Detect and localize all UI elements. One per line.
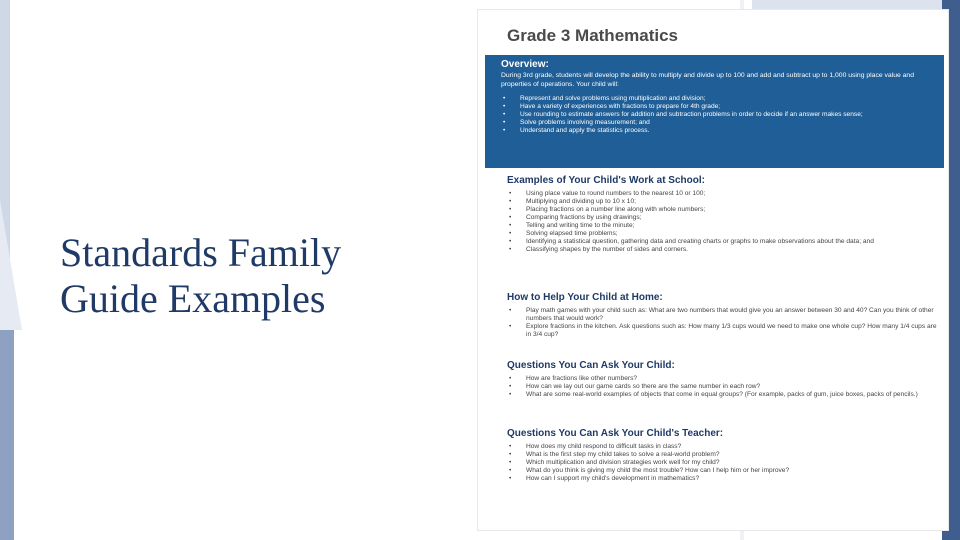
list-item: • Solve problems involving measurement; and <box>501 119 928 127</box>
home-help-list <box>507 307 937 339</box>
ask-child-list <box>507 375 937 399</box>
list-item: • How can I support my child's development in mathematics? <box>507 475 937 483</box>
list-item: • How does my child respond to difficult tasks in class? <box>507 443 937 451</box>
list-item: • What are some real-world examples of objects that come in equal groups? (For example, packs of gum, juice boxes, packs of pencils.) <box>507 391 937 399</box>
examples-list <box>507 190 937 254</box>
overview-intro: During 3rd grade, students will develop the ability to multiply and divide up to 100 and add and subtract up to 1,000 using place value and properties of operations. Your child will: <box>501 72 914 88</box>
document-title: Grade 3 Mathematics <box>507 26 679 45</box>
list-item: • Solving elapsed time problems; <box>507 230 937 238</box>
left-triangle <box>0 200 22 330</box>
ask-teacher-heading: Questions You Can Ask Your Child's Teacher: <box>507 428 724 439</box>
list-item: • Comparing fractions by using drawings; <box>507 214 937 222</box>
list-item: • Identifying a statistical question, gathering data and creating charts or graphs to make observations about the data; and <box>507 238 937 246</box>
list-item: • Using place value to round numbers to the nearest 10 or 100; <box>507 190 937 198</box>
left-band-dark <box>0 330 14 540</box>
slide-title-line2: Guide Examples <box>60 276 326 321</box>
list-item: • Play math games with your child such as: What are two numbers that would give you an answer between 30 and 40? Can you think of other numbers that would work? <box>507 307 937 323</box>
list-item: • Multiplying and dividing up to 10 x 10; <box>507 198 937 206</box>
overview-section <box>485 55 944 168</box>
list-item: • Have a variety of experiences with fractions to prepare for 4th grade; <box>501 103 928 111</box>
examples-section <box>507 175 937 254</box>
list-item: • How are fractions like other numbers? <box>507 375 937 383</box>
list-item: • Telling and writing time to the minute; <box>507 222 937 230</box>
examples-heading: Examples of Your Child's Work at School: <box>507 175 705 186</box>
ask-child-heading: Questions You Can Ask Your Child: <box>507 360 675 371</box>
list-item: • Placing fractions on a number line along with whole numbers; <box>507 206 937 214</box>
slide-title-line1: Standards Family <box>60 230 342 275</box>
overview-heading: Overview: <box>501 59 549 70</box>
family-guide-document <box>478 10 948 530</box>
home-help-section <box>507 292 937 339</box>
list-item: • Classifying shapes by the number of sides and corners. <box>507 246 937 254</box>
list-item: • What do you think is giving my child the most trouble? How can I help him or her improve? <box>507 467 937 475</box>
list-item: • Explore fractions in the kitchen. Ask questions such as: How many 1/3 cups would we need to make one whole cup? How many 1/4 cups are in 3/4 cup? <box>507 323 937 339</box>
list-item: • Use rounding to estimate answers for addition and subtraction problems in order to decide if an answer makes sense; <box>501 111 928 119</box>
list-item: • Which multiplication and division strategies work well for my child? <box>507 459 937 467</box>
ask-teacher-list <box>507 443 937 483</box>
slide-title <box>60 230 460 322</box>
list-item: • How can we lay out our game cards so there are the same number in each row? <box>507 383 937 391</box>
list-item: • Understand and apply the statistics process. <box>501 127 928 135</box>
ask-teacher-section <box>507 428 937 483</box>
left-decoration <box>0 0 22 540</box>
list-item: • Represent and solve problems using multiplication and division; <box>501 95 928 103</box>
home-help-heading: How to Help Your Child at Home: <box>507 292 663 303</box>
overview-list <box>501 95 928 135</box>
ask-child-section <box>507 360 937 399</box>
list-item: • What is the first step my child takes to solve a real-world problem? <box>507 451 937 459</box>
right-top-bar <box>752 0 952 10</box>
